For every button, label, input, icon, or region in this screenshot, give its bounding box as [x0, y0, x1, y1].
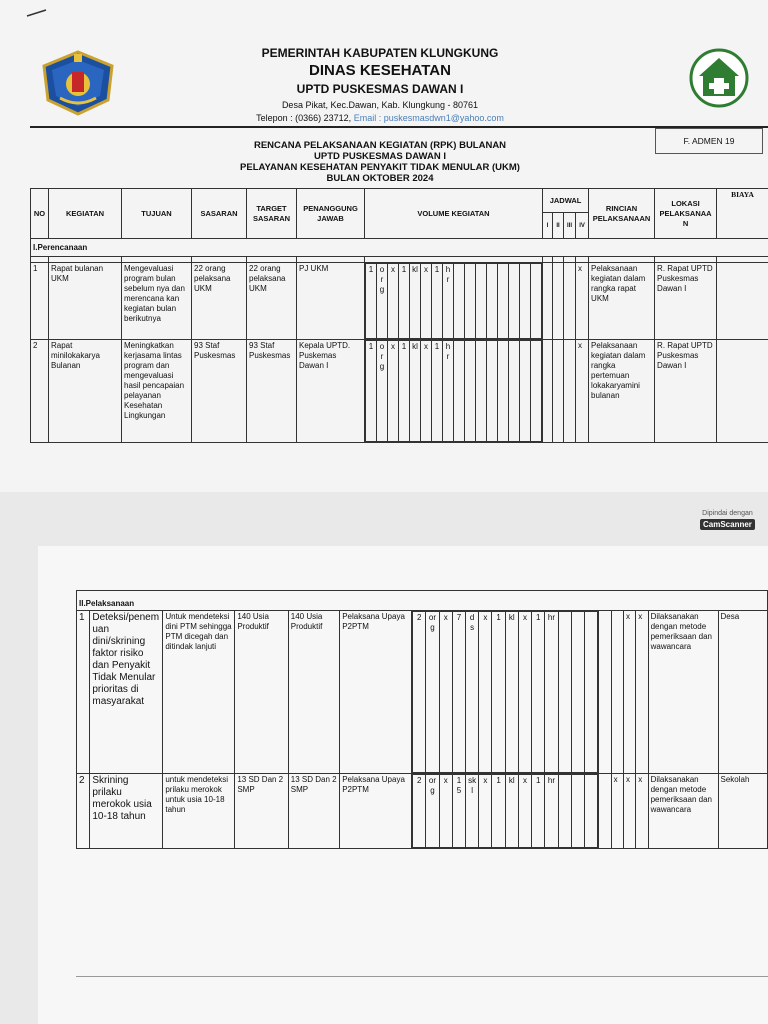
row-rincian: Dilaksanakan dengan metode pemeriksaan dan wawancara: [648, 774, 718, 849]
vol-cell: skl: [466, 775, 479, 848]
header-unit: UPTD PUSKESMAS DAWAN I: [296, 82, 464, 96]
col-volume: VOLUME KEGIATAN: [365, 189, 543, 239]
vol-cell: org: [377, 264, 388, 339]
vol-cell: hr: [443, 341, 454, 442]
row-volume: [412, 774, 599, 849]
row-no: 1: [77, 611, 90, 774]
row-target: 13 SD Dan 2 SMP: [288, 774, 339, 849]
vol-cell: 7: [452, 612, 465, 773]
row-tujuan: untuk mendeteksi prilaku merokok untuk usia 10-18 tahun: [163, 774, 235, 849]
title-4: BULAN OKTOBER 2024: [326, 173, 434, 184]
page-1: [0, 0, 768, 492]
vol-cell: 1: [532, 775, 545, 848]
header-email: Email : puskesmasdwn1@yahoo.com: [353, 113, 504, 123]
col-lokasi: LOKASI PELAKSANAA N: [655, 189, 717, 239]
row-target: 93 Staf Puskesmas: [247, 340, 297, 443]
camscanner-badge: [700, 510, 755, 530]
row-pj: Pelaksana Upaya P2PTM: [340, 774, 412, 849]
row-no: 2: [31, 340, 49, 443]
vol-cell: 1: [399, 341, 410, 442]
pen-mark-icon: [26, 8, 48, 18]
col-kegiatan: KEGIATAN: [49, 189, 122, 239]
vol-cell: x: [421, 264, 432, 339]
vol-cell: 1: [432, 341, 443, 442]
title-2: UPTD PUSKESMAS DAWAN I: [314, 151, 446, 162]
rpk-table-2: [76, 590, 768, 849]
row-kegiatan: Rapat minilokakarya Bulanan: [49, 340, 122, 443]
row-volume: [365, 263, 543, 340]
vol-cell: 2: [413, 775, 426, 848]
vol-cell: kl: [410, 341, 421, 442]
col-week-2: II: [553, 213, 564, 239]
table-row: [31, 340, 768, 443]
vol-cell: kl: [505, 612, 518, 773]
page-2-bottom-rule: [76, 976, 768, 977]
table-row: [77, 611, 768, 774]
row-rincian: Pelaksanaan kegiatan dalam rangka pertemuan lokakaryamini bulanan: [589, 340, 655, 443]
row-lokasi: Sekolah: [718, 774, 768, 849]
vol-cell: org: [377, 341, 388, 442]
col-sasaran: SASARAN: [192, 189, 247, 239]
row-no: 1: [31, 263, 49, 340]
row-tujuan: Meningkatkan kerjasama lintas program dan mengevaluasi hasil pencapaian pelayanan Kesehatan Lingkungan: [122, 340, 192, 443]
col-week-1: I: [543, 213, 553, 239]
col-target: TARGET SASARAN: [247, 189, 297, 239]
col-tujuan: TUJUAN: [122, 189, 192, 239]
row-sasaran: 13 SD Dan 2 SMP: [235, 774, 288, 849]
row-lokasi: R. Rapat UPTD Puskesmas Dawan I: [655, 263, 717, 340]
vol-cell: 1: [366, 341, 377, 442]
section-pelaksanaan: II.Pelaksanaan: [77, 591, 768, 611]
title-1: RENCANA PELAKSANAAN KEGIATAN (RPK) BULANAN: [253, 140, 507, 151]
table-row: [31, 263, 768, 340]
vol-cell: kl: [505, 775, 518, 848]
row-jadwal-mark: x: [576, 263, 589, 340]
vol-cell: x: [421, 341, 432, 442]
col-no: NO: [31, 189, 49, 239]
rpk-table-1: [30, 188, 768, 443]
camscanner-brand: CamScanner: [700, 519, 755, 530]
header-dept: DINAS KESEHATAN: [309, 62, 451, 79]
camscanner-label: Dipindai dengan: [702, 510, 753, 517]
document-titles: [180, 140, 580, 184]
header-address: Desa Pikat, Kec.Dawan, Kab. Klungkung - 80761: [281, 100, 479, 110]
col-week-4: IV: [576, 213, 589, 239]
row-rincian: Dilaksanakan dengan metode pemeriksaan dan wawancara: [648, 611, 718, 774]
row-pj: Kepala UPTD. Puskemas Dawan I: [297, 340, 365, 443]
vol-cell: org: [426, 612, 439, 773]
vol-cell: 1: [532, 612, 545, 773]
col-week-3: III: [564, 213, 576, 239]
page-2: [38, 546, 768, 1024]
vol-cell: kl: [410, 264, 421, 339]
row-jadwal-mark: x: [636, 774, 648, 849]
row-pj: PJ UKM: [297, 263, 365, 340]
vol-cell: x: [439, 612, 452, 773]
row-sasaran: 22 orang pelaksana UKM: [192, 263, 247, 340]
row-lokasi: R. Rapat UPTD Puskesmas Dawan I: [655, 340, 717, 443]
row-kegiatan: Skrining prilaku merokok usia 10-18 tahun: [90, 774, 163, 849]
row-pj: Pelaksana Upaya P2PTM: [340, 611, 412, 774]
row-jadwal-mark: x: [623, 611, 635, 774]
col-biaya: BIAYA: [717, 189, 768, 239]
row-jadwal-mark: x: [623, 774, 635, 849]
vol-cell: x: [388, 264, 399, 339]
vol-cell: 1: [399, 264, 410, 339]
vol-cell: x: [479, 612, 492, 773]
header-contact: [180, 113, 580, 123]
row-tujuan: Mengevaluasi program bulan sebelum nya dan merencana kan kegiatan bulan berikutnya: [122, 263, 192, 340]
vol-cell: x: [479, 775, 492, 848]
row-jadwal-mark: x: [611, 774, 623, 849]
vol-cell: 1: [432, 264, 443, 339]
row-volume: [412, 611, 599, 774]
col-rincian: RINCIAN PELAKSANAAN: [589, 189, 655, 239]
row-no: 2: [77, 774, 90, 849]
row-volume: [365, 340, 543, 443]
vol-cell: x: [518, 612, 531, 773]
vol-cell: ds: [466, 612, 479, 773]
vol-cell: x: [439, 775, 452, 848]
header-gov: PEMERINTAH KABUPATEN KLUNGKUNG: [261, 46, 499, 60]
row-jadwal-mark: x: [636, 611, 648, 774]
table-row: [77, 774, 768, 849]
vol-cell: 1: [492, 775, 505, 848]
col-pj: PENANGGUNG JAWAB: [297, 189, 365, 239]
header-phone: Telepon : (0366) 23712,: [256, 113, 352, 123]
row-sasaran: 140 Usia Produktif: [235, 611, 288, 774]
vol-cell: x: [388, 341, 399, 442]
row-jadwal-mark: x: [576, 340, 589, 443]
vol-cell: 2: [413, 612, 426, 773]
row-rincian: Pelaksanaan kegiatan dalam rangka rapat UKM: [589, 263, 655, 340]
col-jadwal: JADWAL: [543, 189, 589, 213]
vol-cell: 15: [452, 775, 465, 848]
row-target: 140 Usia Produktif: [288, 611, 339, 774]
klungkung-crest-icon: [40, 50, 116, 116]
vol-cell: 1: [492, 612, 505, 773]
row-kegiatan: Deteksi/penem uan dini/skrining faktor risiko dan Penyakit Tidak Menular prioritas di masyarakat: [90, 611, 163, 774]
row-lokasi: Desa: [718, 611, 768, 774]
vol-cell: hr: [545, 775, 558, 848]
vol-cell: hr: [443, 264, 454, 339]
row-tujuan: Untuk mendeteksi dini PTM sehingga PTM dicegah dan ditindak lanjuti: [163, 611, 235, 774]
row-target: 22 orang pelaksana UKM: [247, 263, 297, 340]
vol-cell: x: [518, 775, 531, 848]
form-code: F. ADMEN 19: [655, 128, 763, 154]
row-kegiatan: Rapat bulanan UKM: [49, 263, 122, 340]
vol-cell: hr: [545, 612, 558, 773]
puskesmas-logo-icon: [686, 48, 752, 108]
row-sasaran: 93 Staf Puskesmas: [192, 340, 247, 443]
section-perencanaan: I.Perencanaan: [31, 239, 768, 257]
title-3: PELAYANAN KESEHATAN PENYAKIT TIDAK MENULAR (UKM): [240, 162, 520, 173]
vol-cell: 1: [366, 264, 377, 339]
vol-cell: org: [426, 775, 439, 848]
